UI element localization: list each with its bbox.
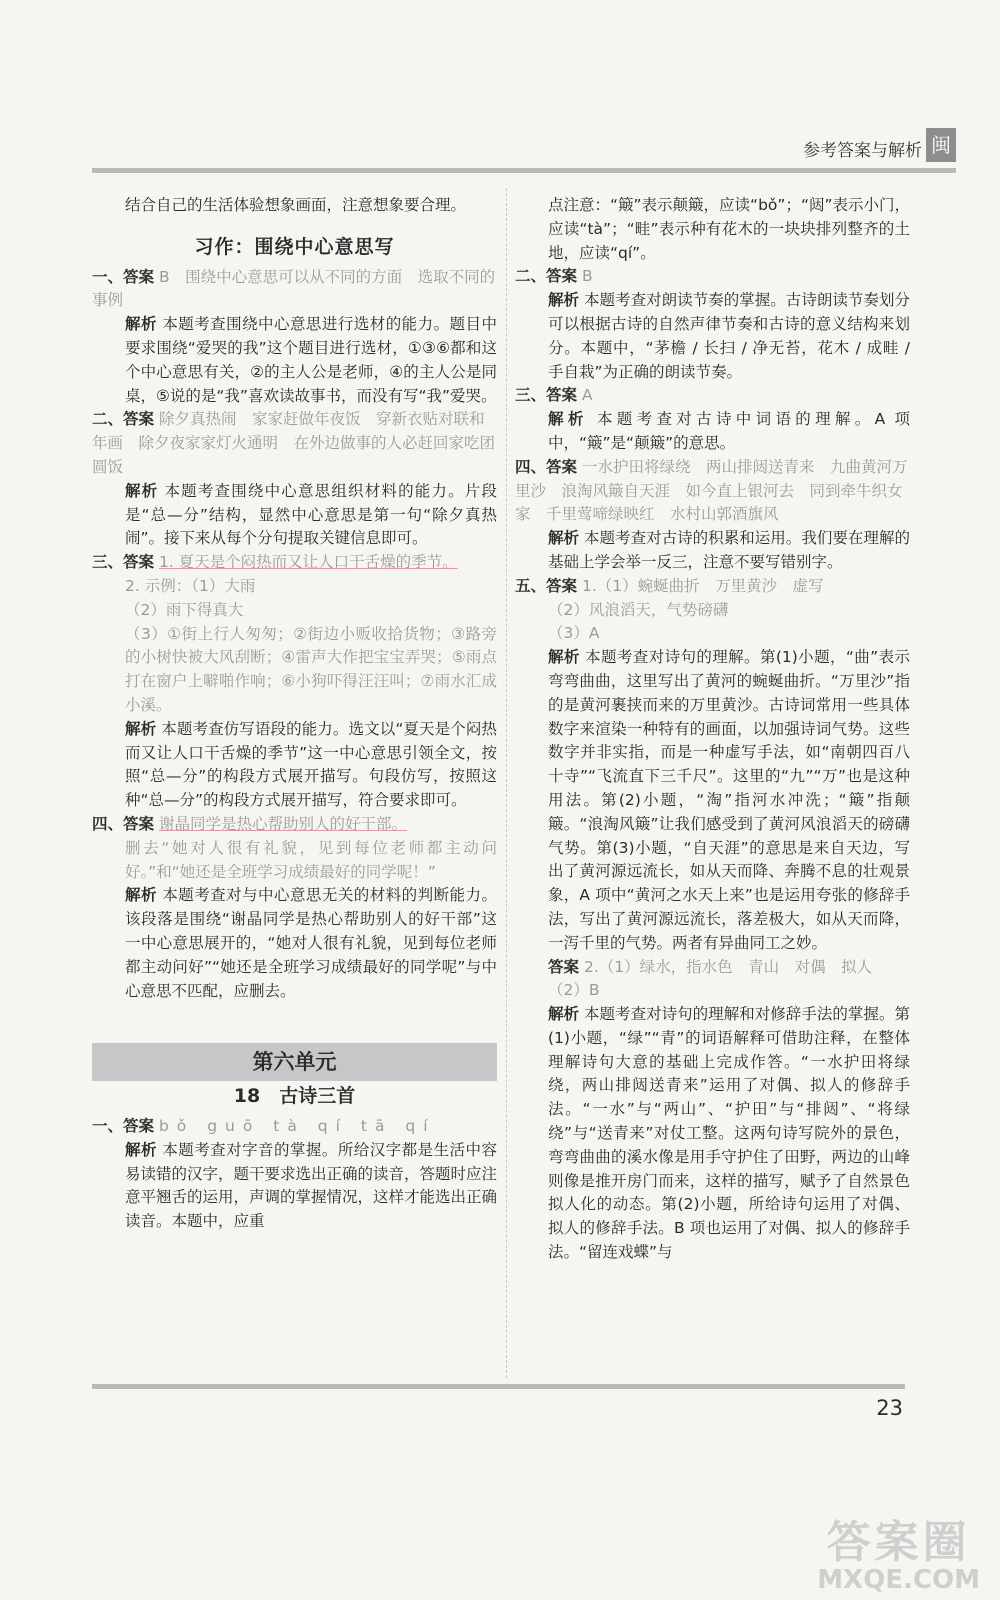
column-divider xyxy=(506,188,507,1378)
answer-label: 答案 xyxy=(123,410,155,429)
answer-label: 答案 xyxy=(546,267,578,286)
answer-label: 答案 xyxy=(123,553,155,572)
lesson-question-2-analysis xyxy=(515,289,910,384)
question-2-answer xyxy=(92,408,497,479)
answer-label: 答案 xyxy=(546,576,578,595)
analysis-label: 解析 xyxy=(125,886,157,905)
answer-text: 谢晶同学是热心帮助别人的好干部。 xyxy=(158,814,407,833)
answer-line: 2. 示例：（1）大雨 xyxy=(125,576,256,595)
analysis-label: 解析 xyxy=(125,481,159,500)
analysis-text: 本题考查对诗句的理解和对修辞手法的掌握。第(1)小题，“绿”“青”的词语解释可借助注释，在整体理解诗句大意的基础上完成作答。“一水护田将绿绕，两山排闼送青来”运用了对偶、拟人的修辞手法。“一水”与“两山”、“护田”与“排闼”、“将绿绕”与“送青来”对仗工整。这两句诗写院外的景色，弯弯曲曲的溪水像是用手守护住了田野，两边的山峰则像是推开房门而来，这样的描写，赋予了自然景色拟人化的动态。第(2)小题，所给诗句运用了对偶、拟人的修辞手法。B 项也运用了对偶、拟人的修辞手法。“留连戏蝶”与 xyxy=(548,1005,910,1262)
analysis-text: 本题考查仿写语段的能力。选文以“夏天是个闷热而又让人口干舌燥的季节”这一中心意思引领全文，按照“总—分”的构段方式展开描写。句段仿写，按照这种“总—分”的构段方式展开描写，符合要求即可。 xyxy=(125,719,497,810)
answer-label: 答案 xyxy=(123,267,155,286)
header-rule xyxy=(92,168,956,173)
analysis-text: 本题考查对古诗中词语的理解。A 项中，“簸”是“颠簸”的意思。 xyxy=(548,410,910,452)
answer-text: 除夕真热闹 家家赶做年夜饭 穿新衣贴对联和年画 除夕夜家家灯火通明 在外边做事的人必赶回家吃团圆饭 xyxy=(92,410,496,476)
question-number: 四、 xyxy=(515,457,547,476)
answer-text: 1. 夏天是个闷热而又让人口干舌燥的季节。 xyxy=(158,553,458,572)
analysis-text: 本题考查对诗句的理解。第(1)小题，“曲”表示弯弯曲曲，这里写出了黄河的蜿蜒曲折。“万里沙”指的是黄河裹挟而来的万里黄沙。古诗词常用一些具体数字来渲染一种特有的画面，以加强诗词气势。这些数字并非实指，而是一种虚写手法，如“南朝四百八十寺”“飞流直下三千尺”。这里的“九”“万”也是这种用法。第(2)小题，“淘”指河水冲洗；“簸”指颠簸。“浪淘风簸”让我们感受到了黄河风浪滔天的磅礴气势。第(3)小题，“自天涯”的意思是来自天边，写出了黄河源远流长，如从天而降、奔腾不息的壮观景象，A 项中“黄河之水天上来”也是运用夸张的修辞手法，写出了黄河源远流长，落差极大，如从天而降，一泻千里的气势。两者有异曲同工之妙。 xyxy=(548,648,910,952)
analysis-text: 本题考查围绕中心意思组织材料的能力。片段是“总—分”结构，显然中心意思是第一句“除夕真热闹”。接下来从每个分句提取关键信息即可。 xyxy=(125,481,497,548)
answer-label: 答案 xyxy=(123,814,155,833)
analysis-label: 解析 xyxy=(548,410,588,429)
analysis-text: 本题考查对与中心意思无关的材料的判断能力。该段落是围绕“谢晶同学是热心帮助别人的好干部”这一中心意思展开的，“她对人很有礼貌，见到每位老师都主动问好”“她还是全班学习成绩最好的同学呢”与中心意思不匹配，应删去。 xyxy=(125,886,497,1000)
lesson-question-4-answer xyxy=(515,456,910,527)
answer-label: 答案 xyxy=(548,957,580,976)
question-number: 五、 xyxy=(515,576,547,595)
analysis-label: 解析 xyxy=(125,719,157,738)
question-number: 二、 xyxy=(515,267,547,286)
question-1-answer xyxy=(92,266,497,314)
lesson-title: 18 古诗三首 xyxy=(233,1085,356,1108)
intro-text: 结合自己的生活体验想象画面，注意想象要合理。 xyxy=(125,196,467,214)
question-4-answer xyxy=(92,813,497,837)
right-column xyxy=(515,194,910,1265)
question-number: 三、 xyxy=(515,386,547,405)
answer-line: 删去“她对人很有礼貌，见到每位老师都主动问好。”和“她还是全班学习成绩最好的同学呢！” xyxy=(125,838,497,881)
unit-banner: 第六单元 xyxy=(92,1043,497,1081)
answer-label: 答案 xyxy=(123,1117,155,1136)
analysis-text: 本题考查围绕中心意思进行选材的能力。题目中要求围绕“爱哭的我”这个题目进行选材，①③⑥都和这个中心意思有关，②的主人公是老师，④的主人公是同桌，⑤说的是“我”喜欢读故事书，而没有写“我”爱哭。 xyxy=(125,315,497,405)
lesson-question-4-analysis xyxy=(515,527,910,575)
section-title: 习作：围绕中心意思写 xyxy=(194,235,395,258)
lesson-question-5-analysis xyxy=(515,646,910,955)
question-3-answer xyxy=(92,551,497,575)
analysis-text: 本题考查对古诗的积累和运用。我们要在理解的基础上学会举一反三，注意不要写错别字。 xyxy=(548,529,910,571)
answer-line: （2）雨下得真大 xyxy=(125,600,244,619)
question-1-analysis xyxy=(92,313,497,408)
analysis-label: 解析 xyxy=(548,529,580,548)
question-4-analysis xyxy=(92,884,497,1003)
answer-line: （2）B xyxy=(548,981,600,1000)
lesson-question-5-answer xyxy=(515,575,910,599)
lesson-question-5-analysis-2 xyxy=(515,1003,910,1265)
footer-rule xyxy=(92,1384,905,1389)
province-badge: 闽 xyxy=(926,128,956,162)
lesson-question-3-analysis xyxy=(515,408,910,456)
lesson-question-5-answer-2 xyxy=(515,956,910,980)
question-number: 三、 xyxy=(92,553,124,572)
answer-label: 答案 xyxy=(546,386,578,405)
answer-line: （3）A xyxy=(548,624,600,643)
lesson-question-3-answer xyxy=(515,384,910,408)
lesson-question-2-answer xyxy=(515,265,910,289)
analysis-label: 解析 xyxy=(548,291,580,310)
analysis-label: 解析 xyxy=(125,1140,157,1159)
question-3-analysis xyxy=(92,718,497,813)
question-number: 四、 xyxy=(92,814,124,833)
answer-text: 1.（1）蜿蜒曲折 万里黄沙 虚写 xyxy=(581,576,824,595)
analysis-label: 解析 xyxy=(548,1005,580,1024)
question-2-analysis xyxy=(92,480,497,551)
analysis-text: 本题考查对朗读节奏的掌握。古诗朗读节奏划分可以根据古诗的自然声律节奏和古诗的意义结构来划分。本题中，“茅檐 / 长扫 / 净无苔，花木 / 成畦 / 手自栽”为正确的朗读节奏。 xyxy=(548,291,910,381)
answer-line: （3）①街上行人匆匆；②街边小贩收拾货物；③路旁的小树快被大风刮断；④雷声大作把宝宝弄哭；⑤雨点打在窗户上噼啪作响；⑥小狗吓得汪汪叫；⑦雨水汇成小溪。 xyxy=(125,624,497,714)
left-column xyxy=(92,194,497,1234)
watermark-logo xyxy=(817,1517,980,1595)
answer-text: B xyxy=(581,267,593,286)
analysis-text: 本题考查对字音的掌握。所给汉字都是生活中容易读错的汉字，题干要求选出正确的读音，答题时应注意平翘舌的运用，声调的掌握情况，这样才能选出正确读音。本题中，应重 xyxy=(125,1140,498,1231)
page-header-title: 参考答案与解析 xyxy=(803,141,922,161)
question-number: 一、 xyxy=(92,267,124,286)
question-number: 二、 xyxy=(92,410,124,429)
page-number: 23 xyxy=(876,1396,903,1420)
answer-line: （2）风浪滔天，气势磅礴 xyxy=(548,600,729,619)
continued-analysis: 点注意：“簸”表示颠簸，应读“bǒ”；“闼”表示小门，应读“tà”；“畦”表示种有花木的一块块排列整齐的土地，应读“qí”。 xyxy=(548,196,911,262)
lesson-question-1-answer xyxy=(92,1115,497,1139)
analysis-label: 解析 xyxy=(548,648,580,667)
lesson-question-1-analysis xyxy=(92,1139,497,1234)
pinyin-answer: bǒ guō tà qí tā qí xyxy=(158,1117,436,1136)
answer-text: 一水护田将绿绕 两山排闼送青来 九曲黄河万里沙 浪淘风簸自天涯 如今直上银河去 同到牵牛织女家 千里莺啼绿映红 水村山郭酒旗风 xyxy=(515,457,908,524)
answer-text: B 围绕中心意思可以从不同的方面 选取不同的事例 xyxy=(92,267,496,310)
question-number: 一、 xyxy=(92,1117,124,1136)
answer-label: 答案 xyxy=(546,457,578,476)
watermark-cn: 答案圈 xyxy=(826,1517,971,1568)
watermark-url: MXQE.COM xyxy=(817,1565,980,1595)
answer-text: 2.（1）绿水，指水色 青山 对偶 拟人 xyxy=(583,957,873,976)
answer-text: A xyxy=(581,386,593,405)
analysis-label: 解析 xyxy=(125,315,157,334)
